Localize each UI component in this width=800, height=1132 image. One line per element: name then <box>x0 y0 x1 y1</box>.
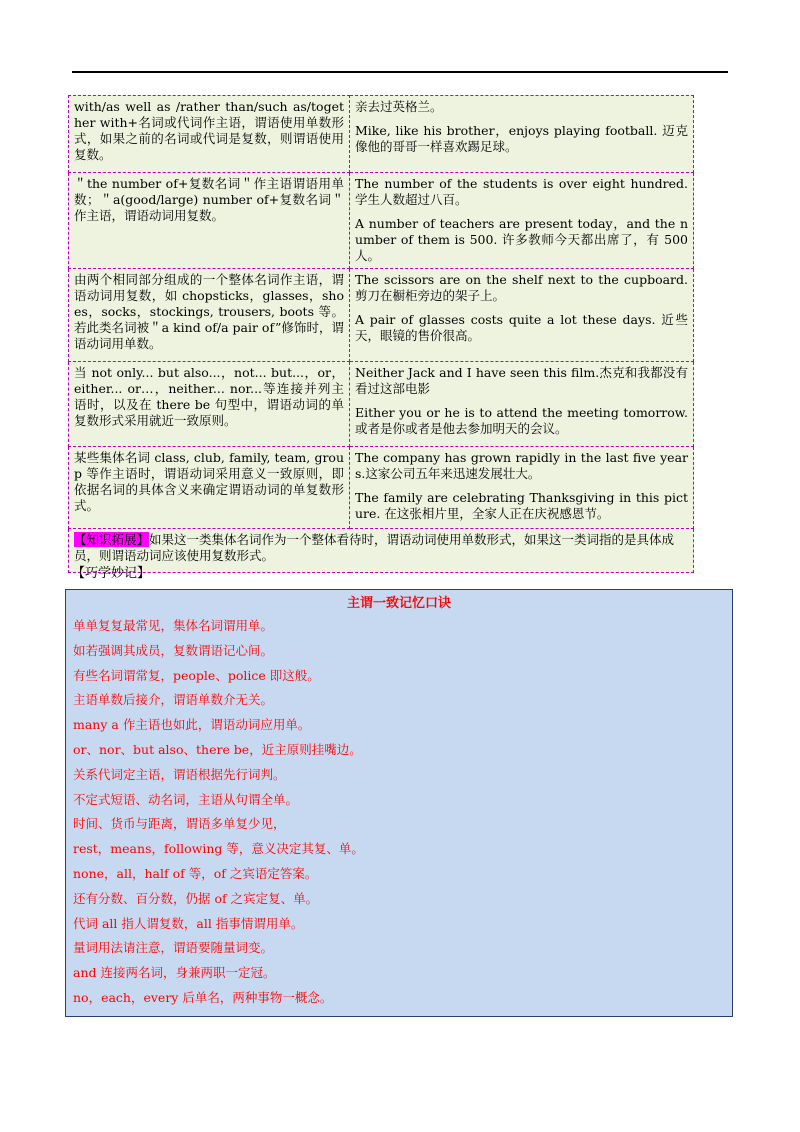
mnemonic-line: rest，means，following 等，意义决定其复、单。 <box>73 841 364 857</box>
example-cell <box>350 362 694 447</box>
mnemonic-line: 有些名词谓常复，people、police 即这般。 <box>73 667 320 683</box>
table-row <box>69 362 694 447</box>
example-text: The company has grown rapidly in the last five years.这家公司五年来迅速发展壮大。 <box>355 450 688 481</box>
example-cell <box>350 269 694 362</box>
example-text: The number of the students is over eight hundred. 学生人数超过八百。 <box>355 176 688 207</box>
mnemonic-line: 量词用法请注意，谓语要随量词变。 <box>73 940 274 956</box>
mnemonic-line: 单单复复最常见，集体名词谓用单。 <box>73 618 274 633</box>
example-text: 亲去过英格兰。 <box>355 99 443 114</box>
table-row <box>69 96 694 173</box>
section-label: 【巧学妙记】 <box>72 566 151 581</box>
rule-cell: 由两个相同部分组成的一个整体名词作主语，谓语动词用复数，如 chopsticks，glasses，shoes，socks，stockings, trousers, boots 等。若此类名词被＂a kind of/a pair of”修饰时，谓语动词用单数。 <box>69 269 350 362</box>
example-text: The family are celebrating Thanksgiving in this picture. 在这张相片里，全家人正在庆祝感恩节。 <box>355 490 688 521</box>
table-row <box>69 447 694 529</box>
example-cell <box>350 447 694 529</box>
extension-cell <box>69 529 694 573</box>
mnemonic-list <box>73 618 732 1006</box>
mnemonic-line: or、nor、but also、there be，近主原则挂嘴边。 <box>73 741 362 757</box>
example-cell <box>350 96 694 173</box>
header-rule <box>72 71 728 73</box>
mnemonic-line: 不定式短语、动名词，主语从句谓全单。 <box>73 791 299 807</box>
example-text: A pair of glasses costs quite a lot these days. 近些天，眼镜的售价很高。 <box>355 312 688 343</box>
mnemonic-line: and 连接两名词，身兼两职一定冠。 <box>73 965 276 981</box>
table-row <box>69 269 694 362</box>
rule-cell: with/as well as /rather than/such as/together with+名词或代词作主语，谓语使用单数形式，如果之前的名词或代词是复数，则谓语使用复数。 <box>69 96 350 173</box>
mnemonic-line: many a 作主语也如此，谓语动词应用单。 <box>73 717 311 733</box>
grammar-rules-table <box>68 95 694 573</box>
knowledge-extension-tag: 【知识拓展】 <box>74 532 150 547</box>
rule-cell: ＂the number of+复数名词＂作主语谓语用单数；＂a(good/large) number of+复数名词＂作主语，谓语动词用复数。 <box>69 173 350 269</box>
mnemonic-line: 如若强调其成员，复数谓语记心间。 <box>73 642 274 658</box>
example-text: Either you or he is to attend the meeting tomorrow.或者是你或者是他去参加明天的会议。 <box>355 405 688 436</box>
mnemonic-line: 时间、货币与距离，谓语多单复少见， <box>73 816 286 832</box>
table-row <box>69 173 694 269</box>
extension-text: 如果这一类集体名词作为一个整体看待时，谓语动词使用单数形式，如果这一类词指的是具体成员，则谓语动词应该使用复数形式。 <box>74 532 675 563</box>
table-row <box>69 529 694 573</box>
mnemonic-line: 关系代词定主语，谓语根据先行词判。 <box>73 766 286 782</box>
mnemonic-line: 代词 all 指人谓复数，all 指事情谓用单。 <box>73 915 304 931</box>
example-text: The scissors are on the shelf next to the cupboard. 剪刀在橱柜旁边的架子上。 <box>355 272 688 303</box>
mnemonic-box <box>65 589 733 1017</box>
example-text: Mike, like his brother，enjoys playing football. 迈克像他的哥哥一样喜欢踢足球。 <box>355 123 688 154</box>
mnemonic-line: no，each，every 后单名，两种事物一概念。 <box>73 989 333 1005</box>
mnemonic-line: none，all，half of 等，of 之宾语定答案。 <box>73 865 318 881</box>
rule-cell: 某些集体名词 class, club, family, team, group 等作主语时，谓语动词采用意义一致原则，即依据名词的具体含义来确定谓语动词的单复数形式。 <box>69 447 350 529</box>
example-text: Neither Jack and I have seen this film.杰克和我都没有看过这部电影 <box>355 365 688 396</box>
mnemonic-line: 还有分数、百分数，仍据 of 之宾定复、单。 <box>73 890 319 906</box>
example-text: A number of teachers are present today，and the number of them is 500. 许多教师今天都出席了，有 500 人。 <box>355 216 688 263</box>
mnemonic-line: 主语单数后接介，谓语单数介无关。 <box>73 692 274 708</box>
example-cell <box>350 173 694 269</box>
mnemonic-title: 主谓一致记忆口诀 <box>346 596 451 611</box>
rule-cell: 当 not only... but also...，not... but...，or，either... or…，neither... nor...等连接并列主语时，以及在 there be 句型中，谓语动词的单复数形式采用就近一致原则。 <box>69 362 350 447</box>
